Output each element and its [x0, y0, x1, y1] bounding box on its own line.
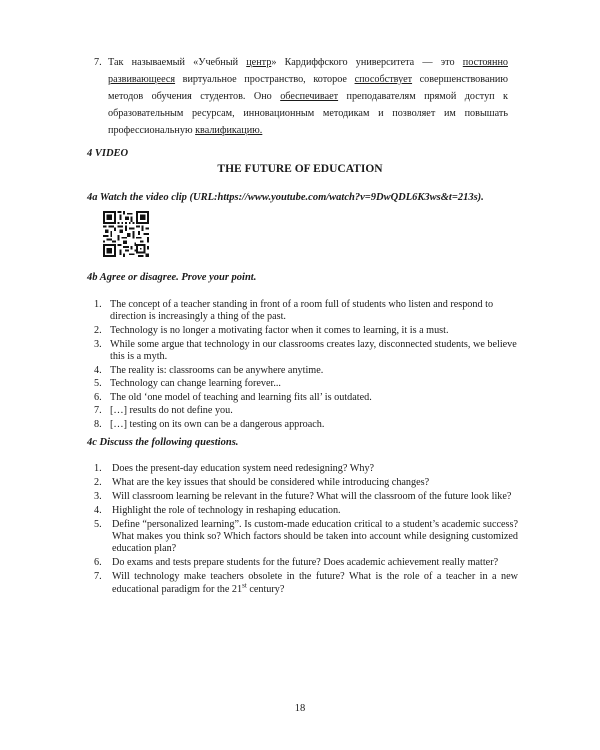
section-label: 4 VIDEO — [87, 148, 129, 159]
page-number: 18 — [294, 703, 306, 714]
list-item: 1. Does the present-day education system need redesigning? Why? — [94, 463, 375, 474]
list-4b — [94, 299, 518, 433]
list-4c — [94, 463, 518, 598]
list-item: 4. Highlight the role of technology in reshaping education. — [94, 504, 341, 516]
underlined-word: способствует — [354, 74, 413, 85]
list-item: 7. Will technology make teachers obsolete in the future? What is the role of a teacher in a new educational paradigm for the 21st century? — [94, 571, 518, 595]
intro-text: Так называемый «Учебный центр» Кардиффского университета — это постоянно развивающееся виртуальное пространство, которое способствует совершенствованию методов обучения студентов. Оно обеспечивает преподавателям прямой доступ к образовательным ресурсам, инновационным методикам и позволяет им повышать профессиональную квалификацию. — [108, 57, 508, 136]
list-item: 6. The old ‘one model of teaching and learning fits all’ is outdated. — [94, 391, 372, 403]
underlined-word: развивающееся — [108, 74, 176, 85]
qr-code-icon[interactable] — [103, 211, 149, 257]
intro-paragraph — [94, 54, 508, 139]
underlined-word: центр — [246, 57, 272, 68]
heading-4a: 4a Watch the video clip (URL:https://www.youtube.com/watch?v=9DwQDL6K3ws&t=213s). — [87, 192, 484, 203]
list-item: 3. Will classroom learning be relevant in the future? What will the classroom of the future look like? — [94, 490, 512, 502]
heading-4b: 4b Agree or disagree. Prove your point. — [87, 272, 257, 283]
list-item: 5. Technology can change learning forever... — [94, 378, 281, 390]
list-item: 2. What are the key issues that should be considered while introducing changes? — [94, 476, 430, 488]
underlined-word: квалификацию. — [195, 125, 263, 136]
underlined-word: обеспечивает — [280, 91, 339, 102]
list-item: 3. While some argue that technology in our classrooms creates lazy, disconnected students, we believe this is a myth. — [94, 338, 517, 362]
underlined-word: постоянно — [462, 57, 508, 68]
intro-number: 7. — [94, 57, 102, 68]
list-item: 8. […] testing on its own can be a dangerous approach. — [94, 418, 325, 430]
list-item: 1. The concept of a teacher standing in front of a room full of students who listen and respond to direction is increasingly a thing of the past. — [94, 299, 494, 323]
section-title: THE FUTURE OF EDUCATION — [217, 163, 383, 175]
list-item: 7. […] results do not define you. — [94, 405, 233, 417]
list-item: 5. Define “personalized learning”. Is custom-made education critical to a student’s academic success? What makes you think so? Which factors should be taken into account while designing customized education plan? — [94, 518, 518, 555]
heading-4c: 4c Discuss the following questions. — [87, 437, 239, 448]
list-item: 6. Do exams and tests prepare students for the future? Does academic achievement really matter? — [94, 557, 499, 569]
list-item: 4. The reality is: classrooms can be anywhere anytime. — [94, 364, 324, 376]
list-item: 2. Technology is no longer a motivating factor when it comes to learning, it is a must. — [94, 325, 449, 336]
